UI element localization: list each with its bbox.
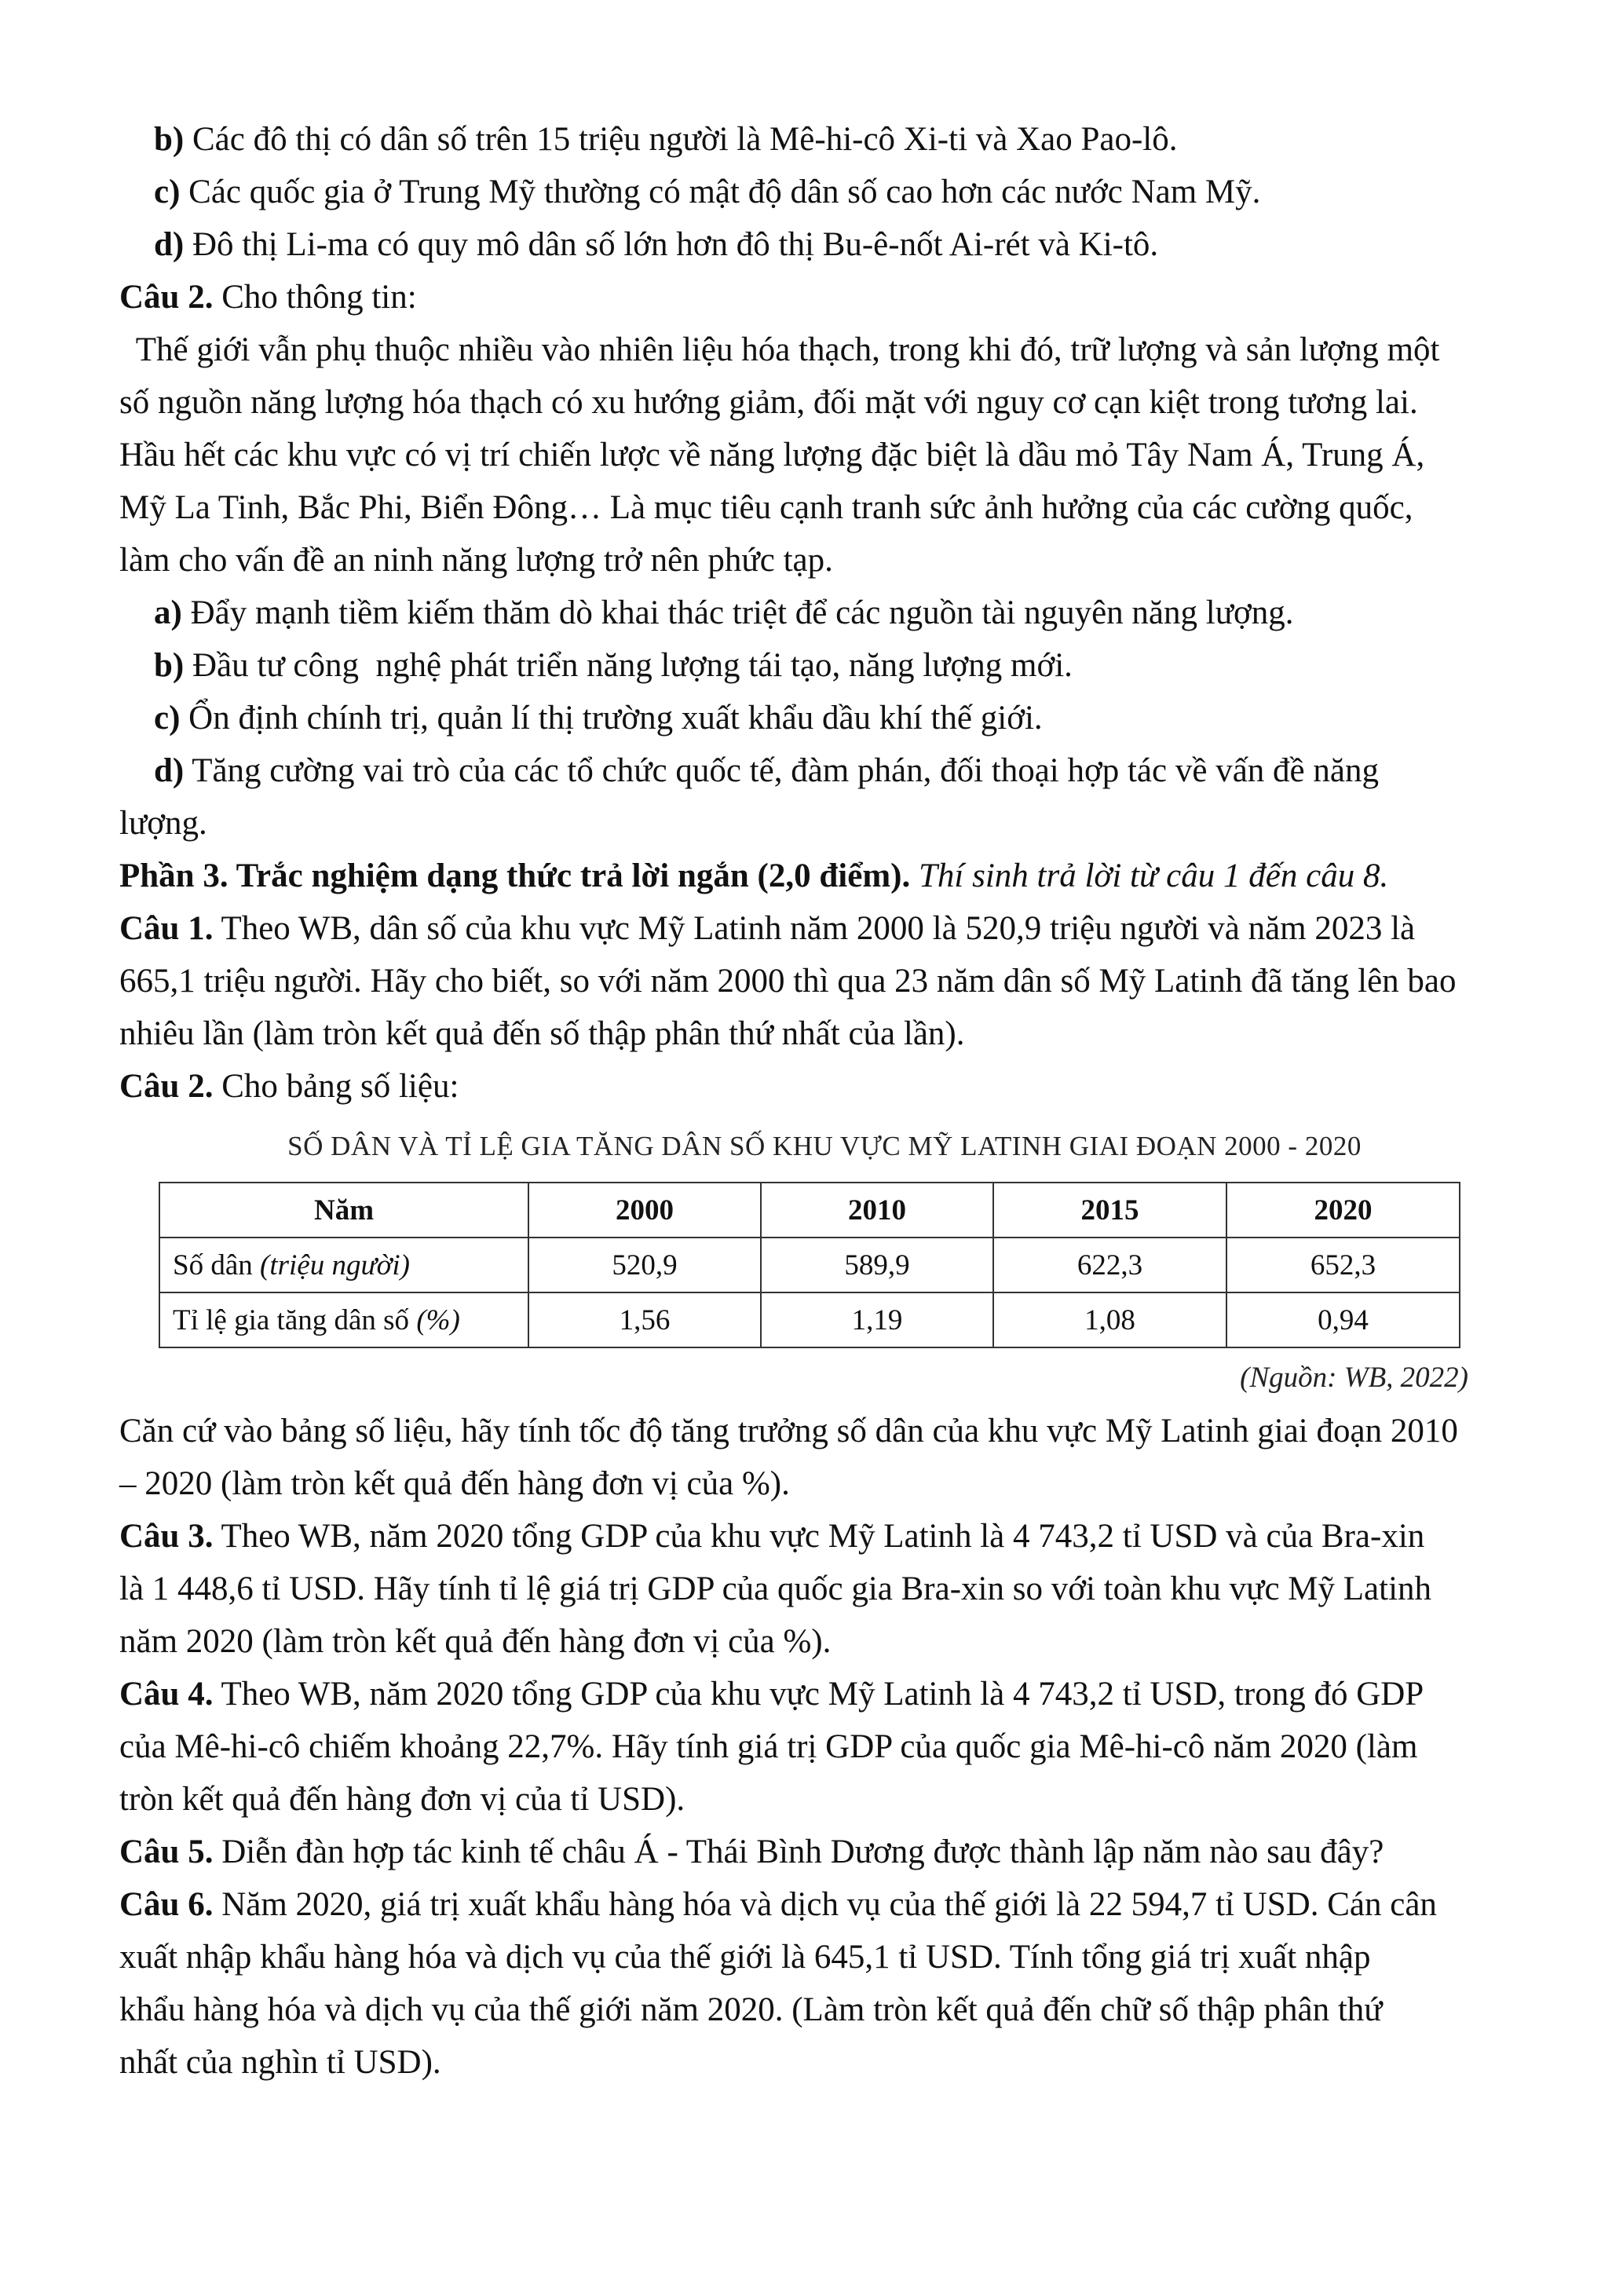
row-label [159,1292,528,1347]
question-2-heading [119,276,1517,320]
question-number: Câu 1. [119,910,214,947]
option-label: d) [154,226,185,263]
q2-line: – 2020 (làm tròn kết quả đến hàng đơn vị của %). [119,1465,790,1502]
q3-line: năm 2020 (làm tròn kết quả đến hàng đơn vị của %). [119,1623,832,1660]
question-text: Theo WB, năm 2020 tổng GDP của khu vực Mỹ Latinh là 4 743,2 tỉ USD và của Bra-xin [213,1518,1425,1555]
q4-line: của Mê-hi-cô chiếm khoảng 22,7%. Hãy tính giá trị GDP của quốc gia Mê-hi-cô năm 2020 (làm [119,1728,1418,1765]
row-label-text: Số dân [173,1249,260,1281]
table-header-cell: 2020 [1226,1183,1460,1238]
question-intro: Cho bảng số liệu: [213,1068,459,1105]
q4-line: tròn kết quả đến hàng đơn vị của tỉ USD). [119,1781,685,1818]
info-paragraph-line: số nguồn năng lượng hóa thạch có xu hướng giảm, đối mặt với nguy cơ cạn kiệt trong tương lai. [119,384,1418,421]
table-cell: 1,08 [993,1292,1226,1347]
q6-line: khẩu hàng hóa và dịch vụ của thế giới năm 2020. (Làm tròn kết quả đến chữ số thập phân thứ [119,1991,1383,2028]
section-title: Phần 3. Trắc nghiệm dạng thức trả lời ngắn (2,0 điểm). [119,857,911,894]
option-text: Đầu tư công nghệ phát triển năng lượng tái tạo, năng lượng mới. [184,647,1073,684]
table-header-cell: 2010 [761,1183,993,1238]
row-unit: (%) [416,1303,460,1336]
option-label: c) [154,700,181,737]
option-label: a) [154,594,182,631]
info-paragraph-line: Thế giới vẫn phụ thuộc nhiều vào nhiên liệu hóa thạch, trong khi đó, trữ lượng và sản lượng một [119,331,1440,368]
option-c-line [154,170,1517,214]
option-text: Các đô thị có dân số trên 15 triệu người là Mê-hi-cô Xi-ti và Xao Pao-lô. [184,121,1178,158]
question-text: Theo WB, năm 2020 tổng GDP của khu vực Mỹ Latinh là 4 743,2 tỉ USD, trong đó GDP [213,1676,1424,1713]
section-note: Thí sinh trả lời từ câu 1 đến câu 8. [910,857,1389,894]
population-table [159,1182,1460,1348]
table-header-cell: Năm [159,1183,528,1238]
option-label: b) [154,121,185,158]
question-number: Câu 6. [119,1886,214,1923]
option-b-line [154,644,1517,688]
q1-line: nhiêu lần (làm tròn kết quả đến số thập phân thứ nhất của lần). [119,1015,965,1052]
option-text: Đô thị Li-ma có quy mô dân số lớn hơn đô thị Bu-ê-nốt Ai-rét và Ki-tô. [184,226,1159,263]
option-text: Ổn định chính trị, quản lí thị trường xuất khẩu dầu khí thế giới. [180,700,1043,737]
info-paragraph-line: Hầu hết các khu vực có vị trí chiến lược về năng lượng đặc biệt là dầu mỏ Tây Nam Á, Trung Á, [119,437,1425,473]
option-text: Các quốc gia ở Trung Mỹ thường có mật độ dân số cao hơn các nước Nam Mỹ. [180,174,1261,210]
question-text: Theo WB, dân số của khu vực Mỹ Latinh năm 2000 là 520,9 triệu người và năm 2023 là [213,910,1416,947]
table-source: (Nguồn: WB, 2022) [1240,1362,1468,1394]
table-row [159,1292,1460,1347]
question-number: Câu 5. [119,1834,214,1870]
q5-line [119,1830,1517,1874]
q2-heading [119,1065,1517,1109]
question-number: Câu 2. [119,279,214,316]
question-text: Năm 2020, giá trị xuất khẩu hàng hóa và dịch vụ của thế giới là 22 594,7 tỉ USD. Cán cân [213,1886,1437,1923]
option-label: d) [154,752,185,789]
option-label: c) [154,174,181,210]
option-d-line [154,223,1517,267]
q1-line: 665,1 triệu người. Hãy cho biết, so với năm 2000 thì qua 23 năm dân số Mỹ Latinh đã tăng lên bao [119,963,1457,1000]
info-paragraph-line: Mỹ La Tinh, Bắc Phi, Biển Đông… Là mục tiêu cạnh tranh sức ảnh hưởng của các cường quốc, [119,489,1413,526]
row-label [159,1238,528,1292]
q4-line [119,1673,1517,1717]
info-paragraph-line: làm cho vấn đề an ninh năng lượng trở nên phức tạp. [119,542,833,579]
question-text: Diễn đàn hợp tác kinh tế châu Á - Thái Bình Dương được thành lập năm nào sau đây? [213,1834,1384,1870]
table-cell: 652,3 [1226,1238,1460,1292]
row-unit: (triệu người) [260,1249,410,1281]
table-row [159,1238,1460,1292]
option-label: b) [154,647,185,684]
table-header-cell: 2000 [528,1183,761,1238]
table-header-cell: 2015 [993,1183,1226,1238]
option-b-line [154,118,1517,162]
table-cell: 589,9 [761,1238,993,1292]
option-d-continuation: lượng. [119,805,207,842]
q6-line [119,1883,1517,1927]
table-cell: 0,94 [1226,1292,1460,1347]
row-label-text: Tỉ lệ gia tăng dân số [173,1303,417,1336]
q6-line: xuất nhập khẩu hàng hóa và dịch vụ của thế giới là 645,1 tỉ USD. Tính tổng giá trị xuất nhập [119,1939,1371,1976]
q3-line: là 1 448,6 tỉ USD. Hãy tính tỉ lệ giá trị GDP của quốc gia Bra-xin so với toàn khu vực Mỹ Latinh [119,1570,1432,1607]
question-number: Câu 2. [119,1068,214,1105]
q3-line [119,1515,1517,1559]
table-cell: 622,3 [993,1238,1226,1292]
option-c-line [154,696,1517,740]
question-number: Câu 3. [119,1518,214,1555]
option-d-line [154,749,1517,793]
section-3-heading [119,854,1517,898]
option-a-line [154,591,1517,635]
q1-line [119,907,1517,951]
q2-line: Căn cứ vào bảng số liệu, hãy tính tốc độ tăng trưởng số dân của khu vực Mỹ Latinh giai đoạn 2010 [119,1413,1458,1450]
table-header-row [159,1183,1460,1238]
table-cell: 1,56 [528,1292,761,1347]
table-cell: 520,9 [528,1238,761,1292]
option-text: Tăng cường vai trò của các tổ chức quốc tế, đàm phán, đối thoại hợp tác về vấn đề năng [184,752,1379,789]
q6-line: nhất của nghìn tỉ USD). [119,2044,441,2081]
table-title: SỐ DÂN VÀ TỈ LỆ GIA TĂNG DÂN SỐ KHU VỰC MỸ LATINH GIAI ĐOẠN 2000 - 2020 [287,1131,1362,1161]
question-intro: Cho thông tin: [213,279,417,316]
question-number: Câu 4. [119,1676,214,1713]
option-text: Đẩy mạnh tiềm kiếm thăm dò khai thác triệt để các nguồn tài nguyên năng lượng. [181,594,1294,631]
table-cell: 1,19 [761,1292,993,1347]
